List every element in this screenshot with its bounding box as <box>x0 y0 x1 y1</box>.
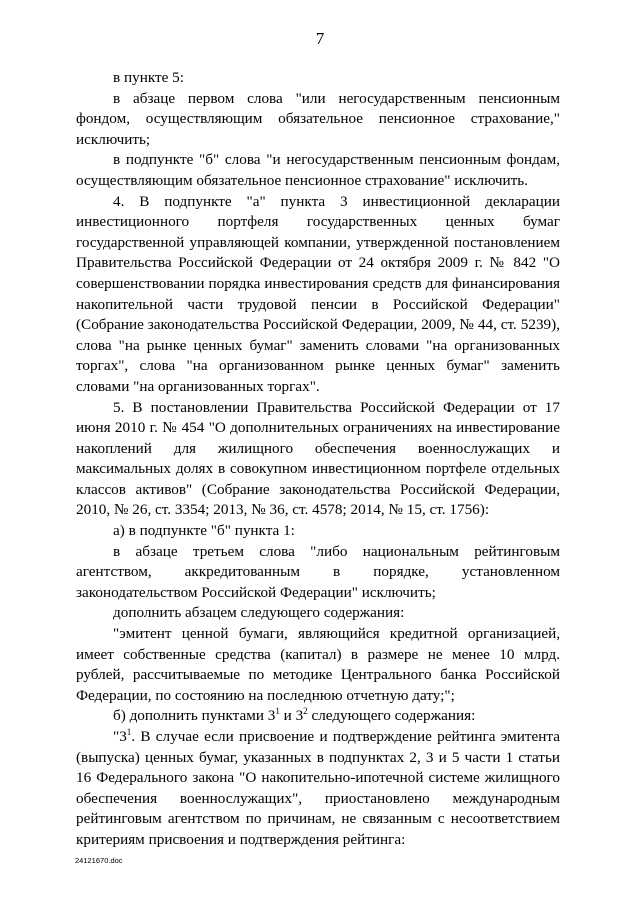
paragraph-3-1-open: "3 <box>113 728 127 745</box>
paragraph-b <box>76 706 560 727</box>
paragraph-b-text: б) дополнить пунктами 3 <box>113 707 276 725</box>
paragraph: а) в подпункте "б" пункта 1: <box>113 522 295 540</box>
superscript: 2 <box>303 706 308 717</box>
paragraph: 4. В подпункте "а" пункта 3 инвестиционной декларации инвестиционного портфеля государственных ценных бумаг государственной управляющей компании, утвержденной постановлением Правительства Российской Федерации от 24 октября 2009 г. № 842 "О совершенствовании порядка инвестирования средств для финансирования накопительной части трудовой пенсии в Российской Федерации" (Собрание законодательства Российской Федерации, 2009, № 44, ст. 5239), слова "на рынке ценных бумаг" заменить словами "на организованных торгах", слова "на организованном рынке ценных бумаг" заменить словами "на организованных торгах". <box>76 192 560 395</box>
paragraph: в подпункте "б" слова "и негосударственным пенсионным фондам, осуществляющим обязательное пенсионное страхование" исключить. <box>76 151 560 189</box>
superscript: 1 <box>275 706 280 717</box>
paragraph: дополнить абзацем следующего содержания: <box>113 604 405 622</box>
paragraph-3-1-text: . В случае если присвоение и подтверждение рейтинга эмитента (выпуска) ценных бумаг, указанных в подпунктах 2, 3 и 5 части 1 статьи 16 Федерального закона "О накопительно-ипотечной системе жилищного обеспечения военнослужащих", приостановлено международным рейтинговым агентством по причинам, не связанным с несоответствием критериям присвоения и подтверждения рейтинга: <box>76 728 560 848</box>
paragraph-b-text: и 3 <box>279 707 304 725</box>
paragraph-b-text: следующего содержания: <box>307 707 476 725</box>
document-body <box>76 68 560 851</box>
paragraph-3-1 <box>76 727 560 851</box>
paragraph: 5. В постановлении Правительства Российской Федерации от 17 июня 2010 г. № 454 "О дополнительных ограничениях на инвестирование накоплений для жилищного обеспечения военнослужащих и максимальных долях в совокупном инвестиционном портфеле отдельных классов активов" (Собрание законодательства Российской Федерации, 2010, № 26, ст. 3354; 2013, № 36, ст. 4578; 2014, № 15, ст. 1756): <box>76 398 560 519</box>
footer-doc-id: 24121670.doc <box>75 856 123 865</box>
superscript: 1 <box>126 727 132 737</box>
paragraph: в абзаце первом слова "или негосударственным пенсионным фондом, осуществляющим обязательное пенсионное страхование," исключить; <box>76 89 560 148</box>
paragraph: в пункте 5: <box>113 69 184 86</box>
paragraph: в абзаце третьем слова "либо национальным рейтинговым агентством, аккредитованным в порядке, установленном законодательством Российской Федерации" исключить; <box>76 542 560 601</box>
page-number: 7 <box>315 29 325 48</box>
paragraph: "эмитент ценной бумаги, являющийся кредитной организацией, имеет собственные средства (капитал) в размере не менее 10 млрд. рублей, рассчитываемые по методике Центрального банка Российской Федерации, по состоянию на последнюю отчетную дату;"; <box>76 625 560 704</box>
